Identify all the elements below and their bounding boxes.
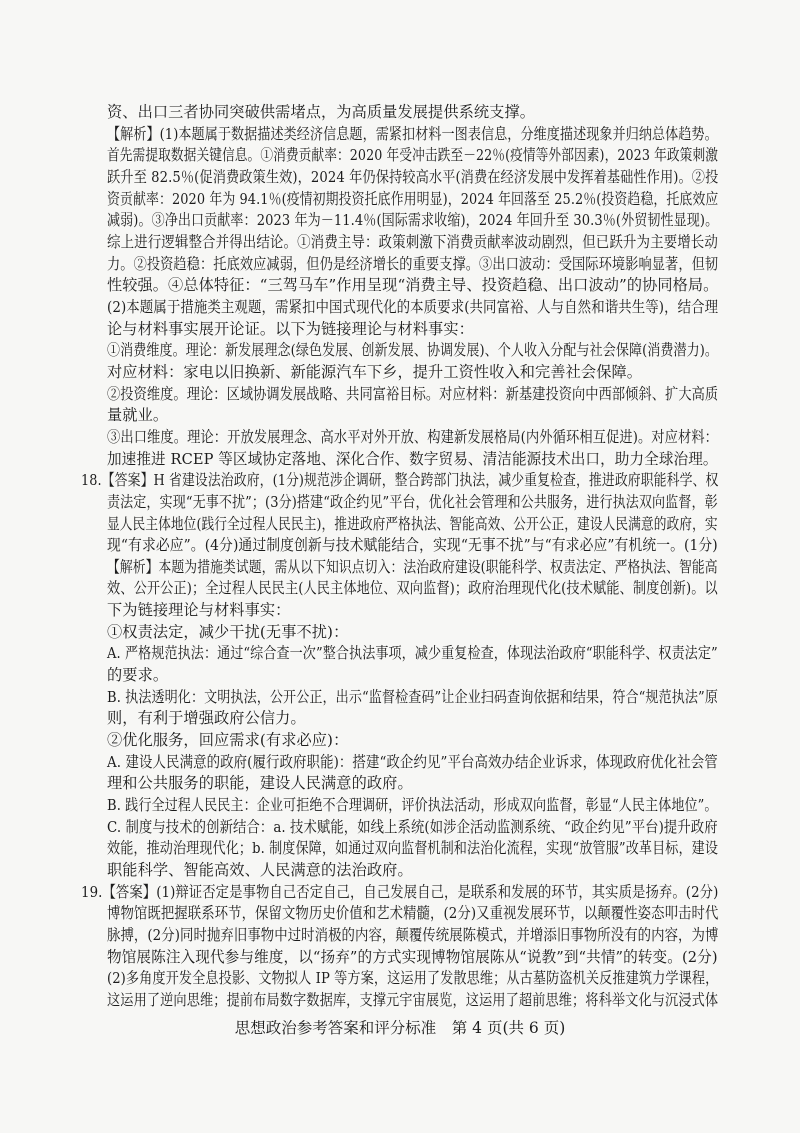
text-line: ①消费维度。理论：新发展理念(绿色发展、创新发展、协调发展)、个人收入分配与社会保障(消费潜力)。	[107, 341, 719, 359]
text-line: 力。②投资趋稳：托底效应减弱，但仍是经济增长的重要支撑。③出口波动：受国际环境影响显著，但韧	[107, 255, 719, 273]
text-line: 效、公开公正)；全过程人民民主(人民主体地位、双向监督)；政府治理现代化(技术赋能、制度创新)。以	[107, 579, 718, 597]
text-line: 减弱)。③净出口贡献率：2023 年为－11.4％(国际需求收缩)，2024 年回升至 30.3％(外贸韧性显现)。	[107, 211, 719, 229]
page-footer: 思想政治参考答案和评分标准 第 4 页(共 6 页)	[234, 1019, 566, 1037]
question-18-answer: 18.【答案】H 省建设法治政府，(1分)规范涉企调研，整合跨部门执法，减少重复检查，推进政府职能科学、权	[81, 471, 719, 489]
text-line: 现“有求必应”。(4分)通过制度创新与技术赋能结合，实现“无事不扰”与“有求必应”有机统一。(1分)	[107, 536, 718, 554]
text-line: ②优化服务，回应需求(有求必应)：	[107, 731, 349, 749]
text-line: B. 执法透明化：文明执法，公开公正，出示“监督检查码”让企业扫码查询依据和结果，符合“规范执法”原	[107, 688, 718, 706]
text-line: 物馆展陈注入现代参与维度，以“扬弃”的方式实现博物馆展陈从“说教”到“共情”的转变。(2分)	[107, 948, 718, 966]
text-line: 论与材料事实展开论证。以下为链接理论与材料事实：	[107, 320, 474, 338]
text-line: ①权责法定，减少干扰(无事不扰)：	[107, 623, 349, 641]
text-line: 脉搏，(2分)同时抛弃旧事物中过时消极的内容，颠覆传统展陈模式，并增添旧事物所没有的内容，为博	[107, 926, 719, 944]
text-line: 这运用了逆向思维；提前布局数字数据库，支撑元宇宙展览，这运用了超前思维；将科举文化与沉浸式体	[107, 991, 719, 1009]
text-line: 【解析】(1)本题属于数据描述类经济信息题，需紧扣材料一图表信息，分维度描述现象并归纳总体趋势。	[107, 125, 718, 143]
text-line: C. 制度与技术的创新结合：a. 技术赋能，如线上系统(如涉企活动监测系统、“政企约见”平台)提升政府	[107, 818, 718, 836]
text-line: 资贡献率：2020 年为 94.1％(疫情初期投资托底作用明显)，2024 年回落至 25.2％(投资趋稳，托底效应	[107, 190, 719, 208]
text-line: A. 建设人民满意的政府(履行政府职能)：搭建“政企约见”平台高效办结企业诉求，体现政府优化社会管	[107, 753, 718, 771]
text-line: (2)本题属于措施类主观题，需紧扣中国式现代化的本质要求(共同富裕、人与自然和谐共生等)，结合理	[107, 298, 719, 316]
text-line: 责法定，实现“无事不扰”；(3分)搭建“政企约见”平台，优化社会管理和公共服务，进行执法双向监督，彰	[107, 493, 718, 511]
text-line: 显人民主体地位(践行全过程人民民主)，推进政府严格执法、智能高效、公开公正，建设人民满意的政府，实	[107, 515, 718, 533]
text-line: 性较强。④总体特征：“三驾马车”作用呈现“消费主导、投资趋稳、出口波动”的协同格局。	[107, 276, 719, 294]
text-line: 【解析】本题为措施类试题，需从以下知识点切入：法治政府建设(职能科学、权责法定、严格执法、智能高	[107, 558, 718, 576]
text-line: 博物馆既把握联系环节，保留文物历史价值和艺术精髓，(2分)又重视发展环节，以颠覆性姿态叩击时代	[107, 904, 719, 922]
text-line: 加速推进 RCEP 等区域协定落地、深化合作、数字贸易、清洁能源技术出口，助力全球治理。	[107, 450, 718, 468]
text-line: (2)多角度开发全息投影、文物拟人 IP 等方案，这运用了发散思维；从古墓防盗机关反推建筑力学课程，	[107, 969, 719, 987]
text-line: ③出口维度。理论：开放发展理念、高水平对外开放、构建新发展格局(内外循环相互促进)。对应材料：	[107, 428, 719, 446]
text-line: B. 践行全过程人民民主：企业可拒绝不合理调研，评价执法活动，形成双向监督，彰显“人民主体地位”。	[107, 796, 718, 814]
text-line: 下为链接理论与材料事实：	[107, 601, 291, 619]
text-line: 理和公共服务的职能，建设人民满意的政府。	[107, 774, 413, 792]
text-line: A. 严格规范执法：通过“综合查一次”整合执法事项，减少重复检查，体现法治政府“职能科学、权责法定”	[107, 644, 718, 662]
text-line: 的要求。	[107, 666, 169, 684]
text-line: 资、出口三者协同突破供需堵点，为高质量发展提供系统支撑。	[107, 103, 536, 121]
text-line: 首先需提取数据关键信息。①消费贡献率：2020 年受冲击跌至－22％(疫情等外部因素)，2023 年政策刺激	[107, 146, 719, 164]
text-line: 跃升至 82.5％(促消费政策生效)，2024 年仍保持较高水平(消费在经济发展中发挥着基础性作用)。②投	[107, 168, 719, 186]
text-line: 量就业。	[107, 406, 169, 424]
text-line: 职能科学、智能高效、人民满意的法治政府。	[107, 861, 413, 879]
text-line: ②投资维度。理论：区域协调发展战略、共同富裕目标。对应材料：新基建投资向中西部倾斜、扩大高质	[107, 385, 719, 403]
question-19-answer: 19.【答案】(1)辩证否定是事物自己否定自己，自己发展自己，是联系和发展的环节，其实质是扬弃。(2分)	[81, 883, 719, 901]
text-line: 对应材料：家电以旧换新、新能源汽车下乡，提升工资性收入和完善社会保障。	[107, 363, 643, 381]
text-line: 综上进行逻辑整合并得出结论。①消费主导：政策刺激下消费贡献率波动剧烈，但已跃升为主要增长动	[107, 233, 718, 251]
text-line: 则，有利于增强政府公信力。	[107, 709, 306, 727]
text-line: 效能，推动治理现代化；b. 制度保障，如通过双向监督机制和法治化流程，实现“放管服”改革目标，建设	[107, 839, 719, 857]
